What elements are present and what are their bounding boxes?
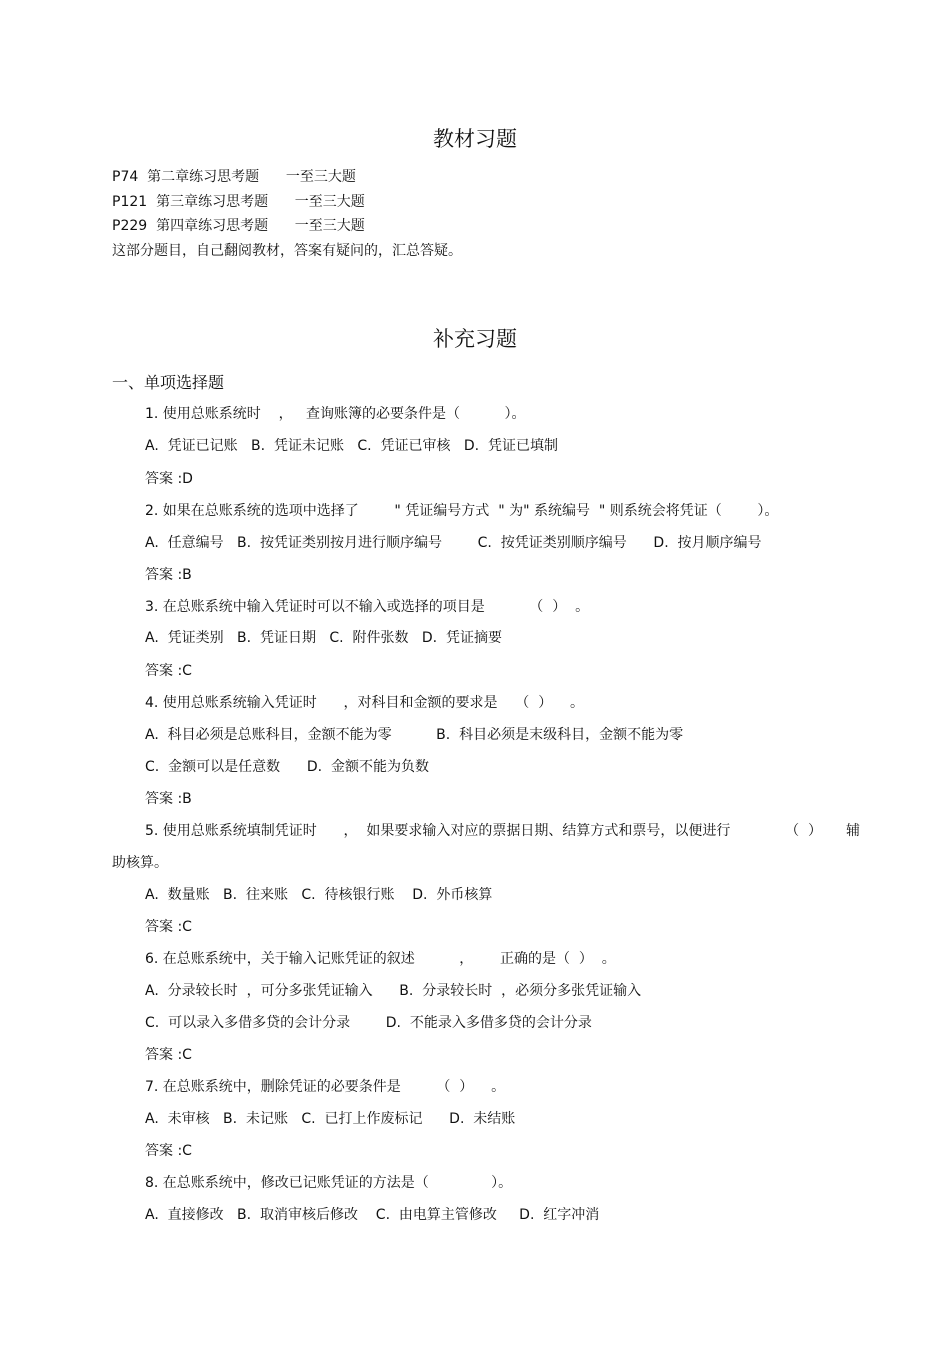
question-stem: 2. 如果在总账系统的选项中选择了 " 凭证编号方式 " 为" 系统编号 " 则系统会将凭证（ ）。 <box>145 503 779 519</box>
question-options: A. 直接修改 B. 取消审核后修改 C. 由电算主管修改 D. 红字冲消 <box>145 1207 600 1223</box>
question-answer: 答案 :C <box>145 1047 192 1063</box>
question-stem: 7. 在总账系统中，删除凭证的必要条件是 （ ） 。 <box>145 1079 506 1095</box>
question-stem-text: 辅 <box>846 823 860 839</box>
supplement-title: 补充习题 <box>433 327 517 351</box>
question-stem: 6. 在总账系统中，关于输入记账凭证的叙述 ， 正确的是（ ） 。 <box>145 951 616 967</box>
section-heading: 一、单项选择题 <box>112 373 225 392</box>
question-options: A. 未审核 B. 未记账 C. 已打上作废标记 D. 未结账 <box>145 1111 516 1127</box>
question-stem: 8. 在总账系统中，修改已记账凭证的方法是（ ）。 <box>145 1175 513 1191</box>
textbook-line: P229 第四章练习思考题 一至三大题 <box>112 218 365 234</box>
question-options: A. 分录较长时 ，可分多张凭证输入 B. 分录较长时 ，必须分多张凭证输入 <box>145 983 642 999</box>
textbook-line: P121 第三章练习思考题 一至三大题 <box>112 194 365 210</box>
question-options: C. 可以录入多借多贷的会计分录 D. 不能录入多借多贷的会计分录 <box>145 1015 592 1031</box>
question-answer: 答案 :C <box>145 663 192 679</box>
question-answer: 答案 :C <box>145 919 192 935</box>
question-options: C. 金额可以是任意数 D. 金额不能为负数 <box>145 759 429 775</box>
question-options: A. 任意编号 B. 按凭证类别按月进行顺序编号 C. 按凭证类别顺序编号 D. 按月顺序编号 <box>145 535 762 551</box>
textbook-note: 这部分题目，自己翻阅教材，答案有疑问的，汇总答疑。 <box>112 243 462 259</box>
question-answer: 答案 :B <box>145 567 192 583</box>
textbook-title: 教材习题 <box>433 127 517 151</box>
question-options: A. 数量账 B. 往来账 C. 待核银行账 D. 外币核算 <box>145 887 493 903</box>
question-options: A. 凭证类别 B. 凭证日期 C. 附件张数 D. 凭证摘要 <box>145 630 502 646</box>
question-stem: 4. 使用总账系统输入凭证时 ，对科目和金额的要求是 （ ） 。 <box>145 695 585 711</box>
question-answer: 答案 :B <box>145 791 192 807</box>
textbook-line: P74 第二章练习思考题 一至三大题 <box>112 169 356 185</box>
question-blank: （ ） <box>785 823 822 839</box>
question-stem-continued: 助核算。 <box>112 855 168 871</box>
question-options: A. 科目必须是总账科目，金额不能为零 B. 科目必须是末级科目，金额不能为零 <box>145 727 684 743</box>
question-stem: 3. 在总账系统中输入凭证时可以不输入或选择的项目是 （ ） 。 <box>145 599 590 615</box>
question-stem: 1. 使用总账系统时 ， 查询账簿的必要条件是（ ）。 <box>145 406 526 422</box>
question-answer: 答案 :D <box>145 471 193 487</box>
question-answer: 答案 :C <box>145 1143 192 1159</box>
question-stem <box>145 822 860 840</box>
question-options: A. 凭证已记账 B. 凭证未记账 C. 凭证已审核 D. 凭证已填制 <box>145 438 558 454</box>
question-stem-text: 5. 使用总账系统填制凭证时 ， 如果要求输入对应的票据日期、结算方式和票号，以便进行 <box>145 823 731 839</box>
